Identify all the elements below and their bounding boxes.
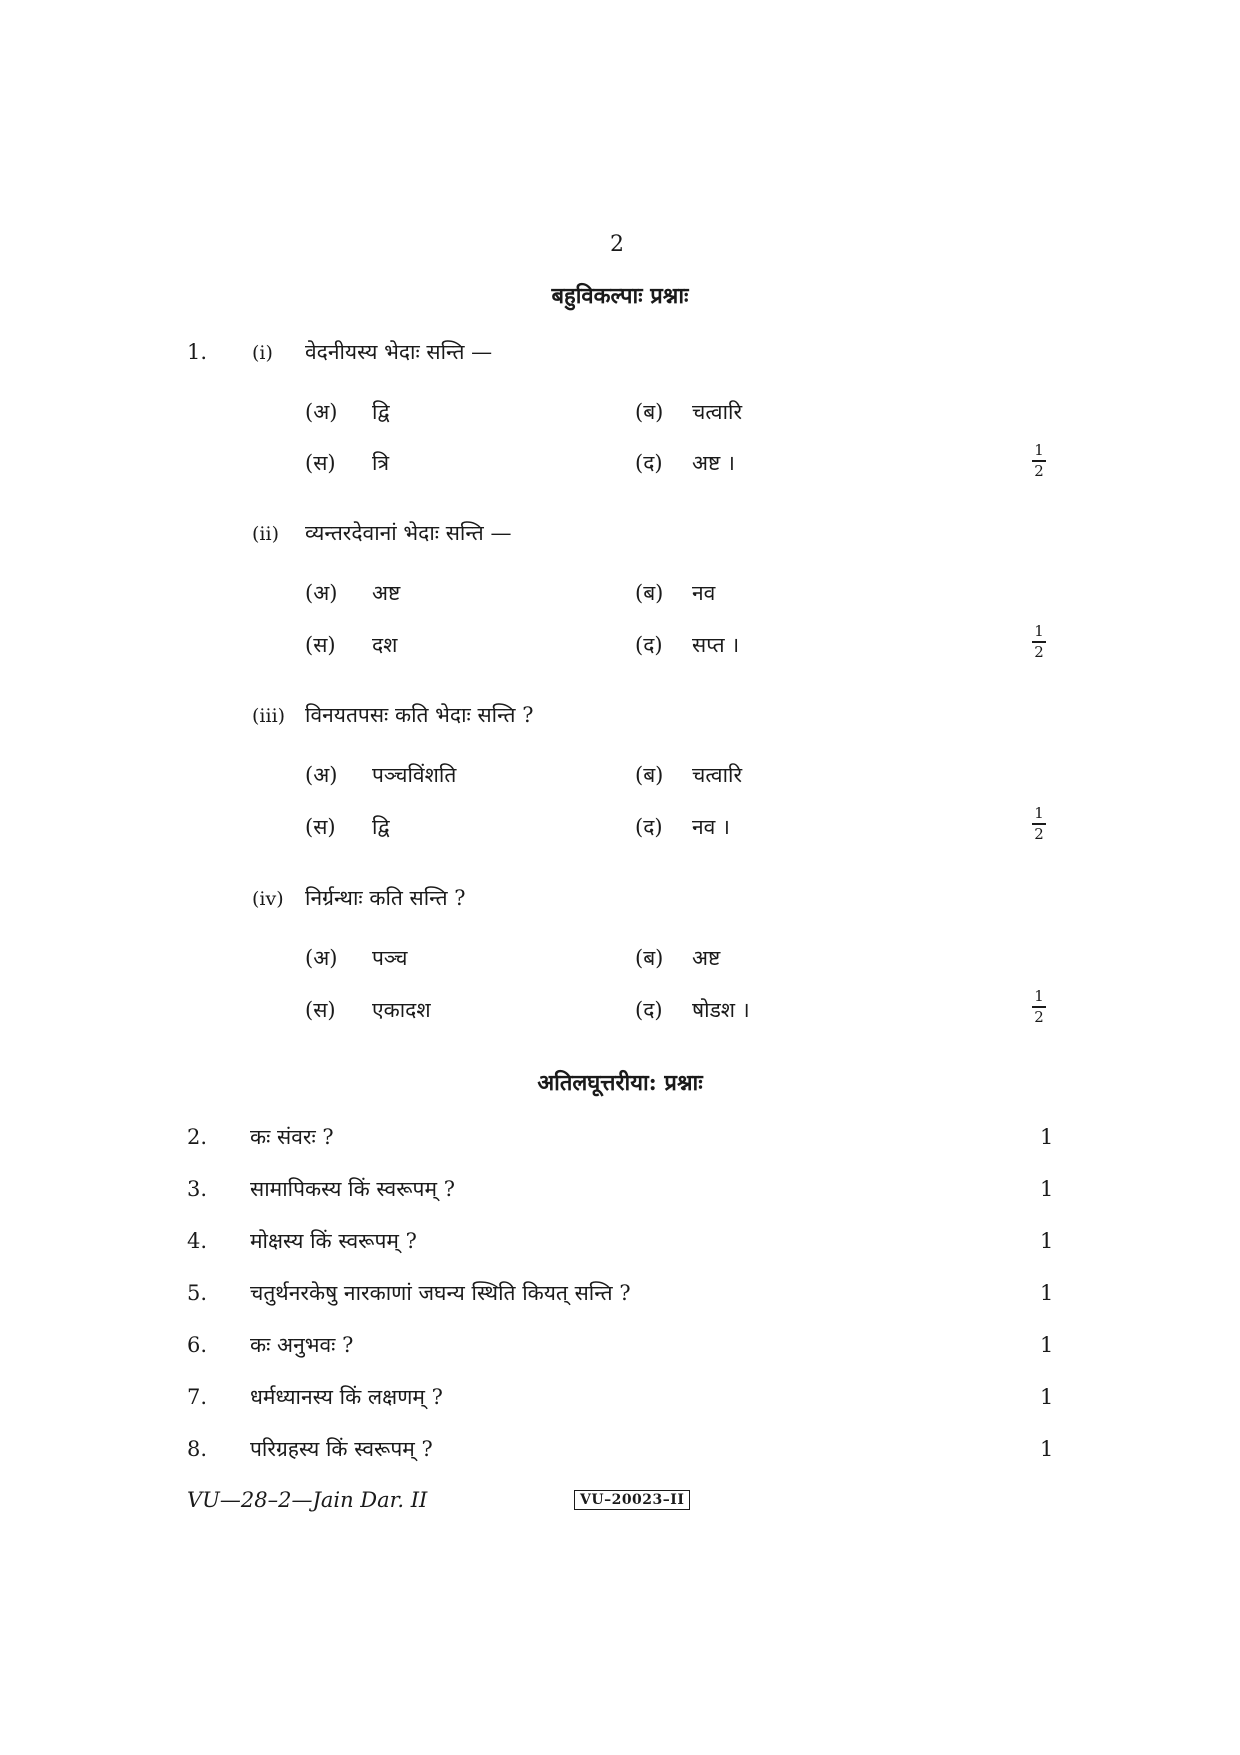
option-text: पञ्चविंशति	[372, 763, 457, 787]
question-marks: 1	[1040, 1125, 1054, 1149]
section-heading-short: अतिलघूत्तरीया: प्रश्नाः	[537, 1070, 703, 1096]
option-text: षोडश ।	[692, 998, 750, 1022]
question-number: 4.	[187, 1229, 208, 1253]
option-text: अष्ट	[372, 581, 401, 605]
marks-fraction	[1028, 806, 1050, 842]
question-number: 1.	[187, 340, 208, 364]
fraction-denominator: 2	[1034, 824, 1044, 843]
question-number: 8.	[187, 1437, 208, 1461]
option-text: एकादश	[372, 998, 431, 1022]
question-text: कः अनुभवः ?	[250, 1333, 354, 1357]
question-text: चतुर्थनरकेषु नारकाणां जघन्य स्थिति कियत् सन्ति ?	[250, 1281, 631, 1305]
question-number: 3.	[187, 1177, 208, 1201]
subquestion-text: विनयतपसः कति भेदाः सन्ति ?	[305, 703, 534, 727]
question-marks: 1	[1040, 1385, 1054, 1409]
subquestion-text: वेदनीयस्य भेदाः सन्ति —	[305, 340, 493, 364]
section-heading-mcq: बहुविकल्पाः प्रश्नाः	[551, 283, 689, 309]
question-text: सामापिकस्य किं स्वरूपम् ?	[250, 1177, 455, 1201]
question-number: 7.	[187, 1385, 208, 1409]
fraction-denominator: 2	[1034, 1007, 1044, 1026]
option-text: चत्वारि	[692, 763, 743, 787]
fraction-numerator: 1	[1034, 987, 1044, 1005]
option-text: अष्ट ।	[692, 451, 735, 475]
question-marks: 1	[1040, 1229, 1054, 1253]
option-letter: (अ)	[305, 581, 338, 605]
option-letter: (स)	[305, 633, 336, 657]
option-letter: (स)	[305, 815, 336, 839]
option-letter: (अ)	[305, 946, 338, 970]
fraction-denominator: 2	[1034, 642, 1044, 661]
question-text: परिग्रहस्य किं स्वरूपम् ?	[250, 1437, 433, 1461]
question-text: धर्मध्यानस्य किं लक्षणम् ?	[250, 1385, 443, 1409]
page-number: 2	[610, 232, 624, 257]
footer-boxed-code: VU–20023–II	[574, 1490, 690, 1510]
option-letter: (द)	[635, 633, 663, 657]
option-text: द्वि	[372, 400, 390, 424]
option-letter: (द)	[635, 998, 663, 1022]
option-letter: (स)	[305, 998, 336, 1022]
question-number: 6.	[187, 1333, 208, 1357]
marks-fraction	[1028, 443, 1050, 479]
marks-fraction	[1028, 989, 1050, 1025]
fraction-numerator: 1	[1034, 441, 1044, 459]
question-marks: 1	[1040, 1437, 1054, 1461]
option-text: चत्वारि	[692, 400, 743, 424]
subquestion-label: (ii)	[252, 523, 279, 545]
option-text: अष्ट	[692, 946, 721, 970]
subquestion-label: (i)	[252, 342, 273, 364]
question-text: कः संवरः ?	[250, 1125, 334, 1149]
option-letter: (स)	[305, 451, 336, 475]
subquestion-text: निर्ग्रन्थाः कति सन्ति ?	[305, 886, 466, 910]
option-text: त्रि	[372, 451, 390, 475]
option-text: नव ।	[692, 815, 730, 839]
option-letter: (ब)	[635, 763, 664, 787]
option-letter: (ब)	[635, 581, 664, 605]
question-number: 2.	[187, 1125, 208, 1149]
option-text: दश	[372, 633, 398, 657]
option-letter: (द)	[635, 451, 663, 475]
option-letter: (ब)	[635, 946, 664, 970]
subquestion-label: (iii)	[252, 705, 286, 727]
footer-paper-code: VU—28–2—Jain Dar. II	[187, 1488, 428, 1512]
question-marks: 1	[1040, 1177, 1054, 1201]
option-letter: (अ)	[305, 400, 338, 424]
question-text: मोक्षस्य किं स्वरूपम् ?	[250, 1229, 417, 1253]
fraction-denominator: 2	[1034, 461, 1044, 480]
subquestion-text: व्यन्तरदेवानां भेदाः सन्ति —	[305, 521, 512, 545]
option-text: द्वि	[372, 815, 390, 839]
option-letter: (अ)	[305, 763, 338, 787]
option-text: पञ्च	[372, 946, 408, 970]
option-letter: (ब)	[635, 400, 664, 424]
option-text: सप्त ।	[692, 633, 740, 657]
marks-fraction	[1028, 624, 1050, 660]
option-letter: (द)	[635, 815, 663, 839]
fraction-numerator: 1	[1034, 622, 1044, 640]
question-number: 5.	[187, 1281, 208, 1305]
subquestion-label: (iv)	[252, 888, 284, 910]
fraction-numerator: 1	[1034, 804, 1044, 822]
question-marks: 1	[1040, 1333, 1054, 1357]
option-text: नव	[692, 581, 716, 605]
question-marks: 1	[1040, 1281, 1054, 1305]
